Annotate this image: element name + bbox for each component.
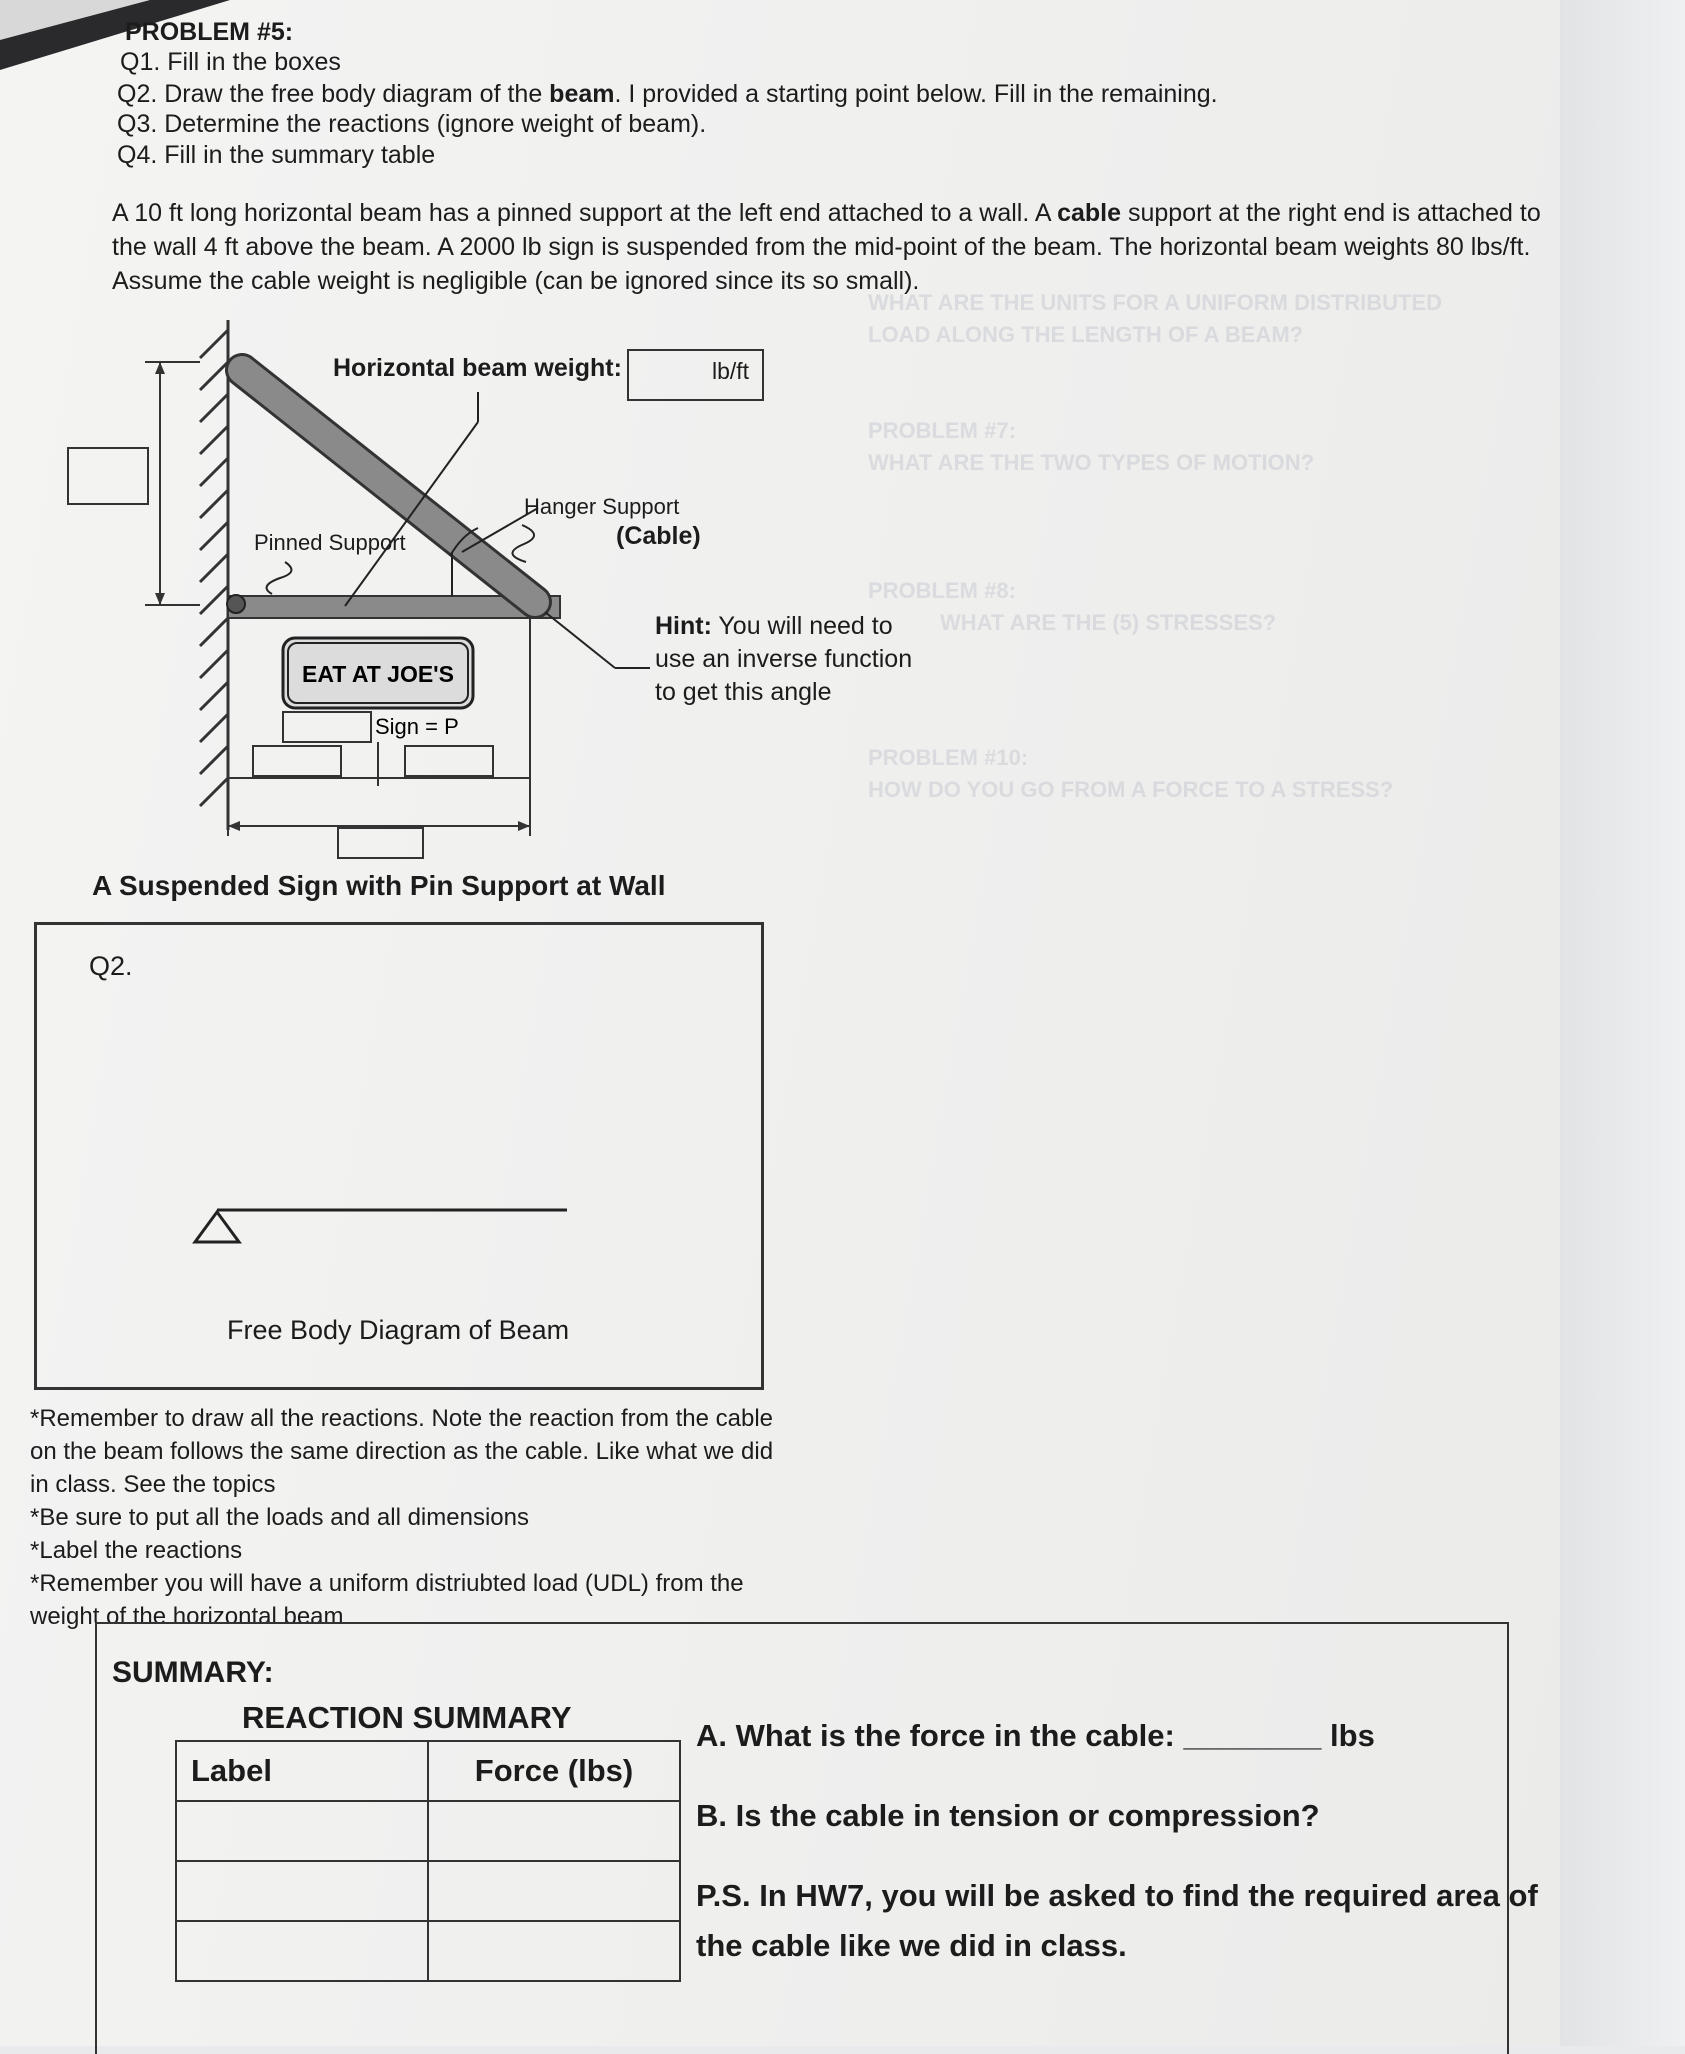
hint-line-2: use an inverse function xyxy=(655,645,913,673)
fbd-notes xyxy=(30,1402,773,1633)
col-label-header: Label xyxy=(176,1741,428,1801)
note-line: *Be sure to put all the loads and all dimensions xyxy=(30,1504,529,1531)
show-through-text: WHAT ARE THE UNITS FOR A UNIFORM DISTRIBUTED xyxy=(868,290,1442,315)
show-through-text: PROBLEM #7: xyxy=(868,418,1016,443)
question-q2: Q2. Draw the free body diagram of the beam. I provided a starting point below. Fill in the remaining. xyxy=(117,80,1218,108)
cable-label: (Cable) xyxy=(616,522,701,550)
label-cell[interactable] xyxy=(176,1921,428,1981)
note-line: in class. See the topics xyxy=(30,1471,276,1498)
show-through-text: WHAT ARE THE TWO TYPES OF MOTION? xyxy=(868,450,1315,475)
note-line: *Remember you will have a uniform distriubted load (UDL) from the xyxy=(30,1570,744,1597)
ps-line-1: P.S. In HW7, you will be asked to find the required area of xyxy=(696,1878,1538,1913)
problem-statement: A 10 ft long horizontal beam has a pinned support at the left end attached to a wall. A cable support at the right end is attached to the wall 4 ft above the beam. A 2000 lb sign is suspended from the mid-point of the beam. The horizontal beam weights 80 lbs/ft. Assume the cable weight is negligible (can be ignored since its so small). xyxy=(112,199,1541,295)
table-row xyxy=(176,1861,680,1921)
question-b: B. Is the cable in tension or compression? xyxy=(696,1798,1320,1833)
reaction-summary-table xyxy=(175,1740,681,1982)
label-cell[interactable] xyxy=(176,1801,428,1861)
show-through-text: LOAD ALONG THE LENGTH OF A BEAM? xyxy=(868,322,1304,347)
col-force-header: Force (lbs) xyxy=(428,1741,680,1801)
label-cell[interactable] xyxy=(176,1861,428,1921)
sign-p-label: Sign = P xyxy=(375,714,459,739)
force-cell[interactable] xyxy=(428,1861,680,1921)
fbd-drawing-area[interactable] xyxy=(34,922,764,1390)
show-through-text: PROBLEM #8: xyxy=(868,578,1016,603)
fbd-starter-beam xyxy=(177,1200,577,1270)
reaction-summary-title: REACTION SUMMARY xyxy=(242,1700,572,1735)
beam-weight-label: Horizontal beam weight: xyxy=(333,354,622,382)
note-line: *Remember to draw all the reactions. Note the reaction from the cable xyxy=(30,1405,774,1432)
table-row xyxy=(176,1921,680,1981)
pinned-support-label: Pinned Support xyxy=(254,530,406,555)
force-cell[interactable] xyxy=(428,1921,680,1981)
question-q4: Q4. Fill in the summary table xyxy=(117,141,436,169)
problem-title: PROBLEM #5: xyxy=(125,18,294,46)
question-q3: Q3. Determine the reactions (ignore weight of beam). xyxy=(117,110,707,138)
hint-line-3: to get this angle xyxy=(655,678,832,706)
beam-weight-unit: lb/ft xyxy=(712,358,750,384)
figure-caption: A Suspended Sign with Pin Support at Wall xyxy=(92,870,666,901)
summary-title: SUMMARY: xyxy=(112,1656,274,1689)
ps-line-2: the cable like we did in class. xyxy=(696,1928,1127,1963)
cable-force-blank[interactable]: ________ xyxy=(1183,1718,1322,1753)
note-line: weight of the horizontal beam xyxy=(30,1603,344,1630)
note-line: *Label the reactions xyxy=(30,1537,243,1564)
force-cell[interactable] xyxy=(428,1801,680,1861)
page-edge xyxy=(1560,0,1685,2046)
show-through-text: WHAT ARE THE (5) STRESSES? xyxy=(940,610,1277,635)
hint-line-1: Hint: You will need to xyxy=(655,612,893,640)
question-q1: Q1. Fill in the boxes xyxy=(120,48,341,76)
show-through-text: PROBLEM #10: xyxy=(868,745,1029,770)
hanger-support-label: Hanger Support xyxy=(524,494,680,519)
fbd-caption: Free Body Diagram of Beam xyxy=(227,1315,570,1345)
suspended-sign-figure xyxy=(0,300,960,860)
note-line: on the beam follows the same direction as the cable. Like what we did xyxy=(30,1438,774,1465)
sign-text: EAT AT JOE'S xyxy=(301,661,455,687)
table-header-row xyxy=(176,1741,680,1801)
table-row xyxy=(176,1801,680,1861)
question-a: A. What is the force in the cable: ________ lbs xyxy=(696,1718,1375,1753)
fbd-label: Q2. xyxy=(89,951,133,981)
show-through-text: HOW DO YOU GO FROM A FORCE TO A STRESS? xyxy=(868,777,1394,802)
